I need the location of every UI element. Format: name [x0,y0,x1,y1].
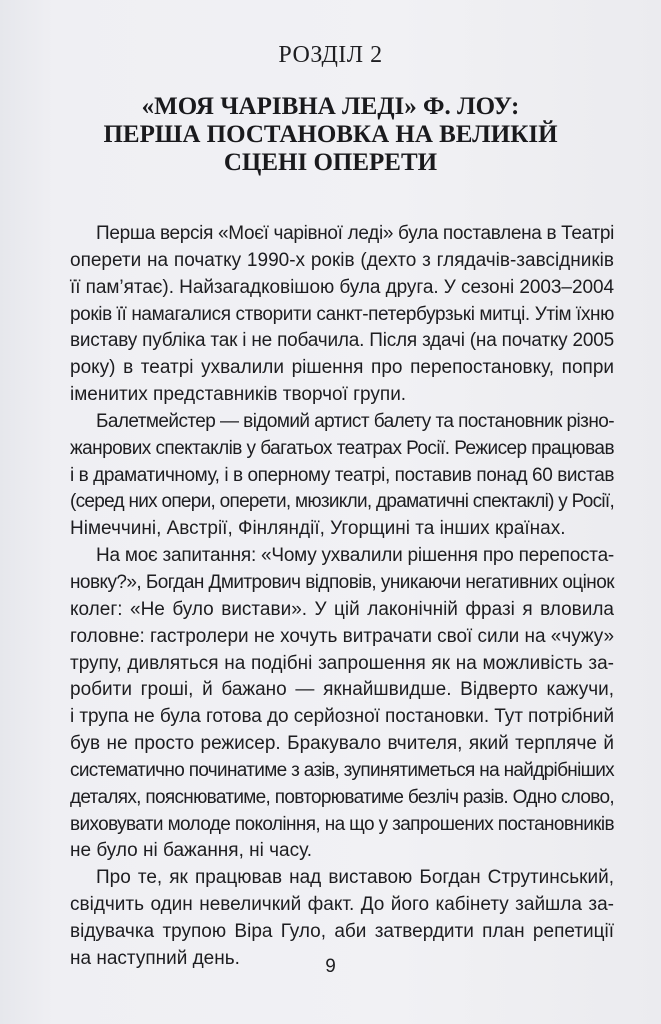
text-line: (серед них опери, оперети, мюзикли, драматичні спектаклі) у Росії, [70,491,615,513]
text-line: Про те, як працював над виставою Богдан Струтинський, [96,867,614,889]
text-line: жанрових спектаклів у багатьох театрах Росії. Режисер працював [70,437,614,459]
text-line: не було ні бажання, ні часу. [70,840,312,862]
paragraph [70,543,614,865]
chapter-title-line: СЦЕНІ ОПЕРЕТИ [223,149,438,176]
text-line: років її намагалися створити санкт-петербурзькі митці. Утім їхню [70,303,615,325]
text-line: деталях, пояснюватиме, повторюватиме безліч разів. Одно слово, [70,786,614,808]
text-line: був не просто режисер. Бракувало вчителя, який терпляче й [70,733,614,755]
text-line: виховувати молоде покоління, на що у запрошених постановників [70,813,615,835]
text-line: її пам’ятає). Найзагадковішою була друга. У сезоні 2003–2004 [70,276,614,298]
text-line: новку?», Богдан Дмитрович відповів, уникаючи негативних оцінок [70,571,615,593]
text-line: і трупа не була готова до серйозної постановки. Тут потрібний [70,706,615,728]
body-text [70,221,614,973]
text-line: Балетмейстер — відомий артист балету та постановник різно- [96,410,615,432]
text-line: систематично починатиме з азів, зупинятиметься на найдрібніших [70,759,615,781]
chapter-title-line: ПЕРША ПОСТАНОВКА НА ВЕЛИКІЙ [103,121,558,148]
text-line: трупу, дивляться на подібні запрошення як на можливість за- [70,652,614,674]
chapter-title [70,93,591,177]
paragraph [70,221,614,409]
text-line: виставу публіка так і не побачила. Після здачі (на початку 2005 [70,330,615,352]
text-line: оперети на початку 1990-х років (дехто з глядачів-завсідників [70,249,614,271]
text-line: свідчить один невеличкий факт. До його кабінету зайшла за- [70,894,614,916]
text-line: іменитих представників творчої групи. [70,384,407,406]
chapter-title-line: «МОЯ ЧАРІВНА ЛЕДІ» Ф. ЛОУ: [141,93,520,120]
chapter-label: РОЗДІЛ 2 [278,42,383,68]
text-line: року) в театрі ухвалили рішення про перепостановку, попри [70,357,614,379]
text-line: і в драматичному, і в оперному театрі, поставив понад 60 вистав [70,464,615,486]
text-line: Перша версія «Моєї чарівної леді» була поставлена в Театрі [96,223,615,244]
text-line: На моє запитання: «Чому ухвалили рішення про перепоста- [96,545,614,567]
text-line: відувачка трупою Віра Гуло, аби затвердити план репетиції [70,920,614,942]
text-line: колег: «Не було вистави». У цій лаконічній фразі я вловила [70,598,614,620]
text-line: робити гроші, й бажано — якнайшвидше. Відверто кажучи, [70,679,614,701]
paragraph [70,409,614,543]
text-line: на наступний день. [70,947,240,969]
page-number: 9 [325,956,336,977]
text-line: Німеччині, Австрії, Фінляндії, Угорщині та інших країнах. [70,518,566,540]
text-line: головне: гастролери не хочуть витрачати свої сили на «чужу» [70,625,615,647]
